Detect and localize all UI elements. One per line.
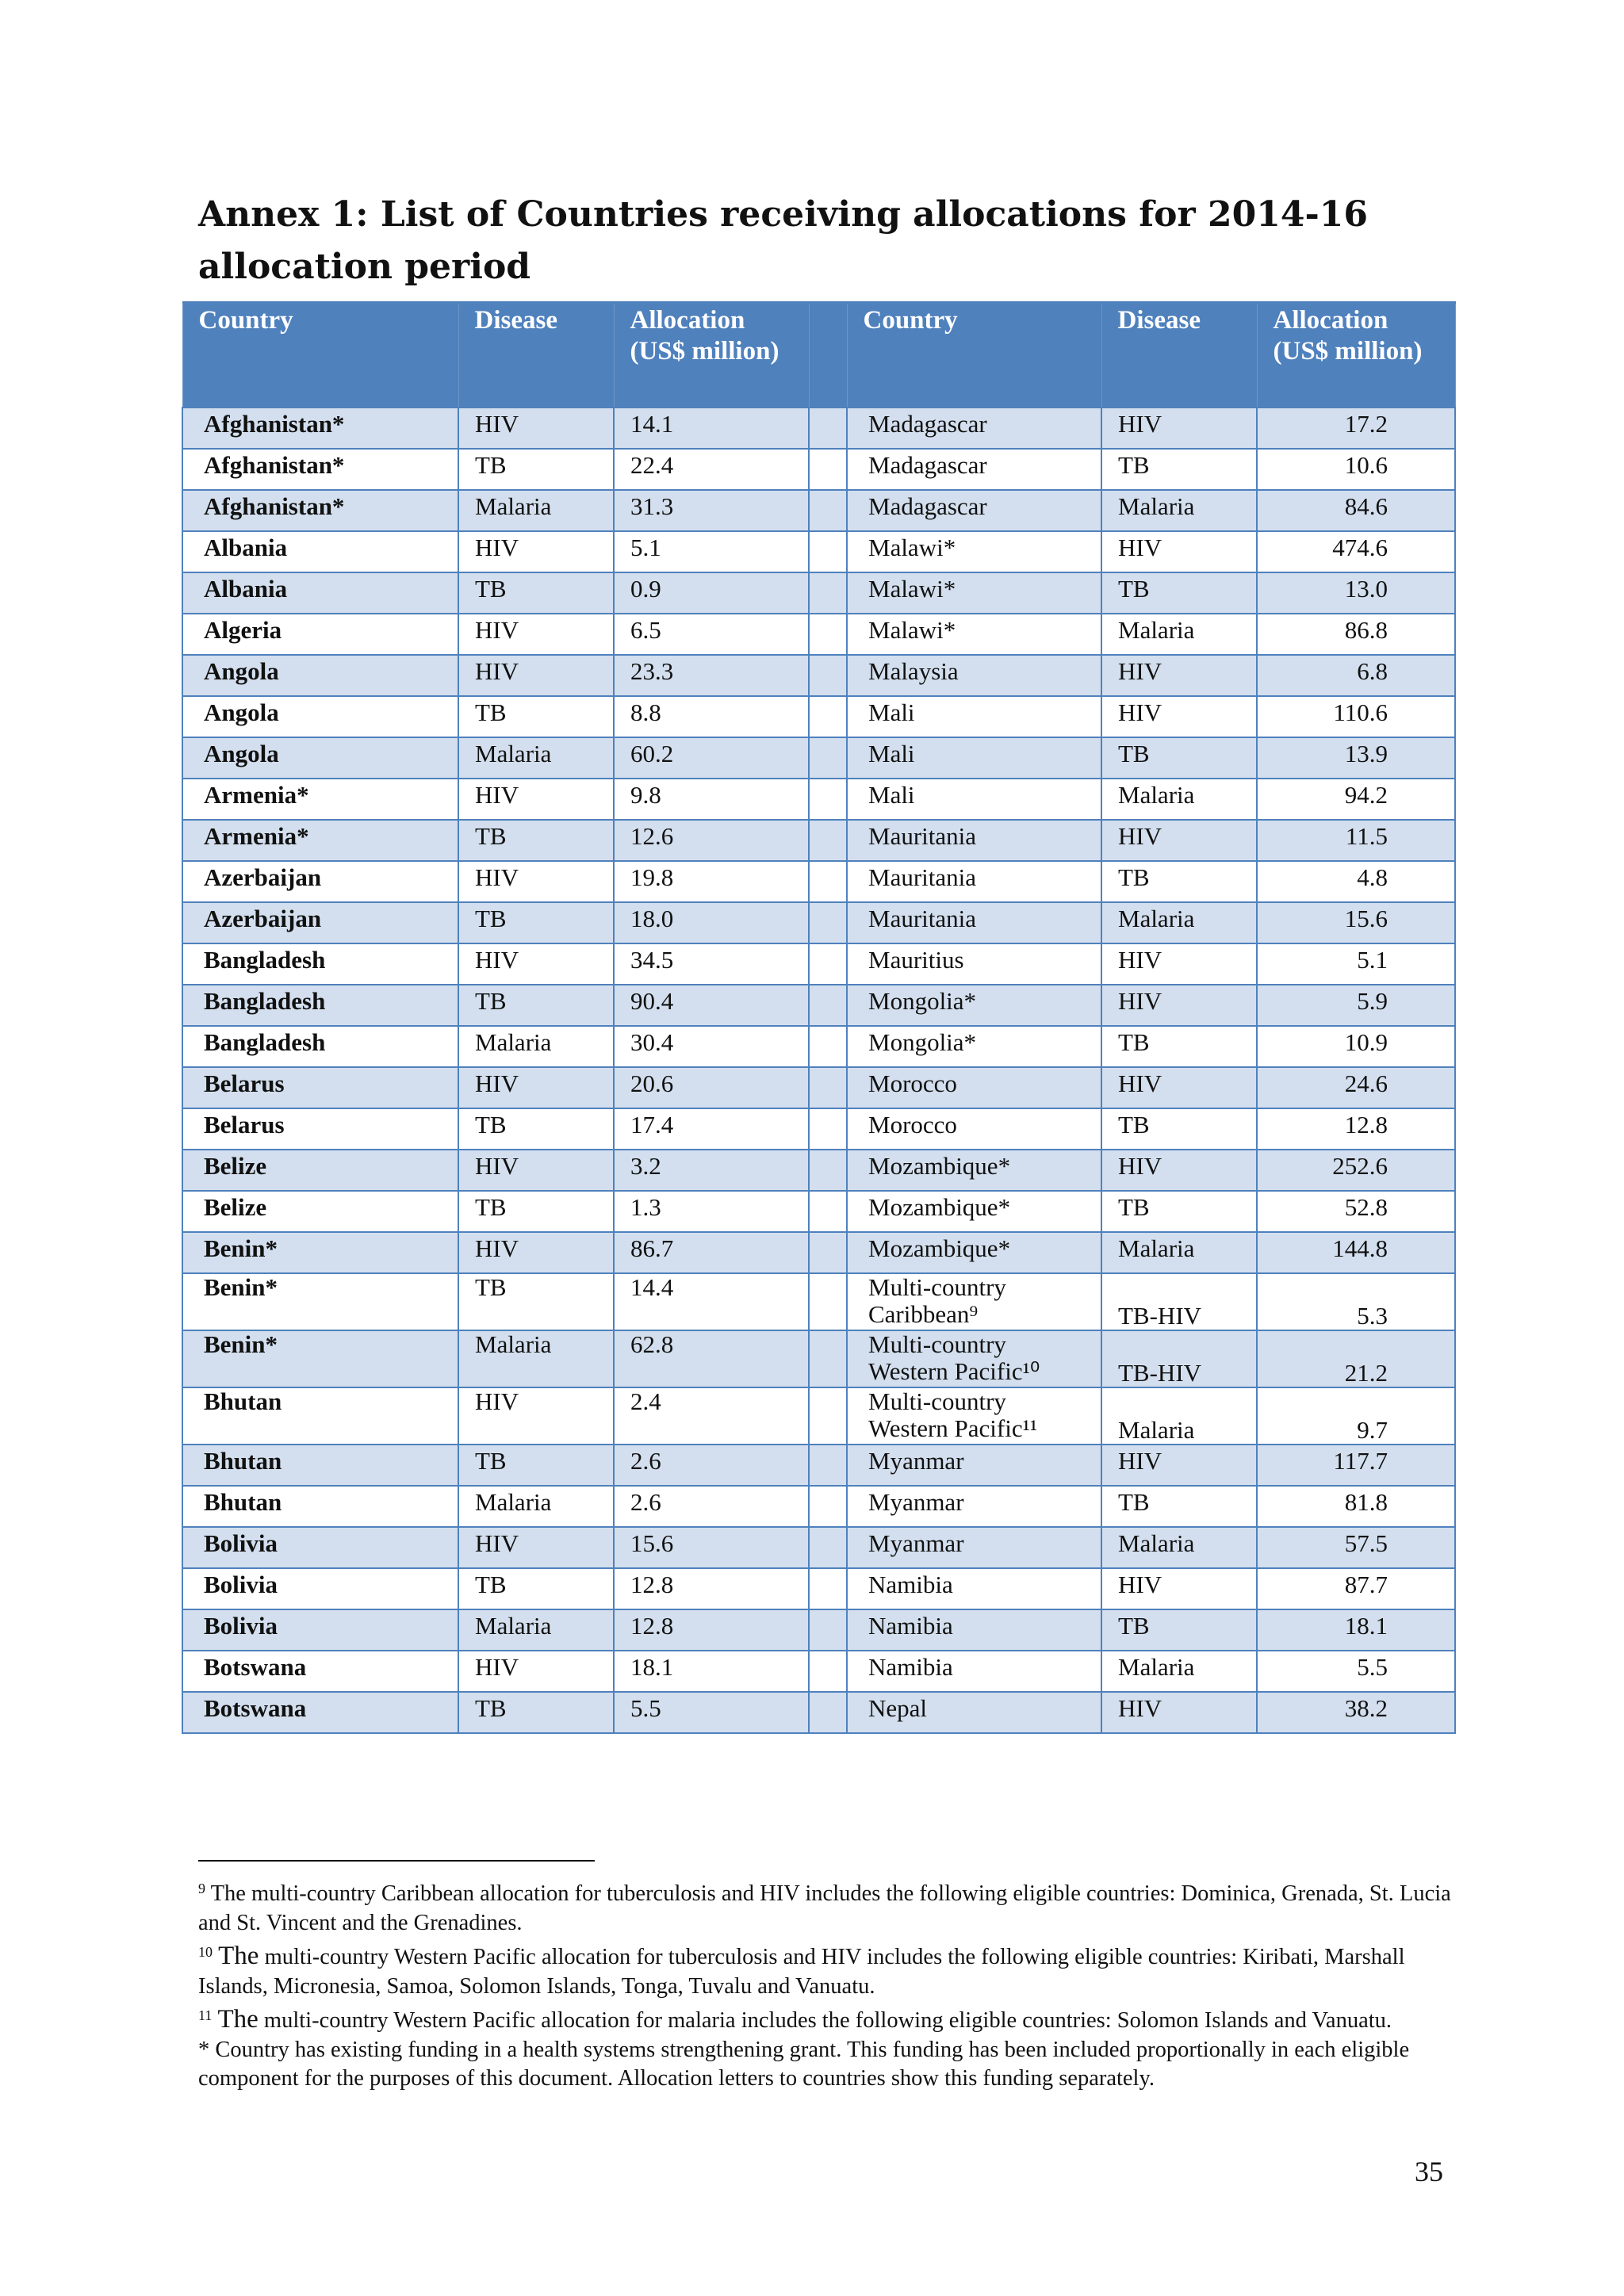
cell-allocation-left: 2.4 xyxy=(614,1387,809,1445)
cell-country-left: Bolivia xyxy=(182,1609,458,1651)
cell-allocation-left: 1.3 xyxy=(614,1191,809,1232)
cell-gap xyxy=(809,902,847,943)
cell-disease-left: TB xyxy=(458,449,614,490)
cell-gap xyxy=(809,655,847,696)
cell-allocation-left: 9.8 xyxy=(614,779,809,820)
cell-gap xyxy=(809,1273,847,1330)
cell-allocation-left: 18.1 xyxy=(614,1651,809,1692)
cell-country-left: Bhutan xyxy=(182,1486,458,1527)
cell-country-left: Botswana xyxy=(182,1692,458,1733)
cell-allocation-right: 11.5 xyxy=(1257,820,1455,861)
cell-gap xyxy=(809,1108,847,1150)
cell-gap xyxy=(809,1026,847,1067)
cell-country-left: Azerbaijan xyxy=(182,861,458,902)
cell-allocation-right: 21.2 xyxy=(1257,1330,1455,1387)
cell-disease-left: TB xyxy=(458,1273,614,1330)
footnote-10-marker: 10 xyxy=(198,1944,213,1960)
cell-allocation-left: 17.4 xyxy=(614,1108,809,1150)
cell-gap xyxy=(809,1527,847,1568)
cell-allocation-right: 5.3 xyxy=(1257,1273,1455,1330)
cell-country-right: Multi-country Western Pacific¹¹ xyxy=(847,1387,1101,1445)
cell-disease-left: TB xyxy=(458,1568,614,1609)
cell-disease-right: HIV xyxy=(1101,1692,1257,1733)
cell-country-left: Benin* xyxy=(182,1273,458,1330)
footnote-9 xyxy=(198,1874,1459,1938)
cell-country-left: Bhutan xyxy=(182,1387,458,1445)
cell-allocation-right: 9.7 xyxy=(1257,1387,1455,1445)
cell-disease-left: HIV xyxy=(458,861,614,902)
cell-allocation-right: 144.8 xyxy=(1257,1232,1455,1273)
cell-allocation-left: 3.2 xyxy=(614,1150,809,1191)
cell-allocation-left: 14.4 xyxy=(614,1273,809,1330)
cell-disease-right: TB xyxy=(1101,572,1257,614)
table-row xyxy=(182,1232,1455,1273)
footnote-11-lead: The xyxy=(217,2005,259,2034)
cell-disease-right: TB xyxy=(1101,1191,1257,1232)
table-row xyxy=(182,1026,1455,1067)
table-row xyxy=(182,696,1455,737)
cell-disease-right: HIV xyxy=(1101,655,1257,696)
footnote-11 xyxy=(198,2001,1459,2036)
footnote-9-text: The multi-country Caribbean allocation for tuberculosis and HIV includes the following eligible countries: Dominica, Grenada, St. Lucia and St. Vincent and the Grenadines. xyxy=(198,1881,1451,1935)
cell-disease-left: TB xyxy=(458,1692,614,1733)
footnote-11-marker: 11 xyxy=(198,2007,213,2023)
cell-disease-left: HIV xyxy=(458,1527,614,1568)
cell-disease-left: HIV xyxy=(458,1232,614,1273)
cell-disease-left: HIV xyxy=(458,943,614,985)
header-allocation-right: Allocation (US$ million) xyxy=(1257,303,1455,408)
cell-country-left: Angola xyxy=(182,655,458,696)
cell-disease-right: TB xyxy=(1101,1026,1257,1067)
cell-allocation-left: 5.1 xyxy=(614,531,809,572)
cell-disease-left: Malaria xyxy=(458,1609,614,1651)
cell-allocation-left: 14.1 xyxy=(614,408,809,449)
cell-country-right: Malaysia xyxy=(847,655,1101,696)
table-row xyxy=(182,1191,1455,1232)
cell-disease-left: Malaria xyxy=(458,737,614,779)
cell-gap xyxy=(809,490,847,531)
footnotes xyxy=(198,1874,1459,2094)
cell-allocation-right: 13.9 xyxy=(1257,737,1455,779)
table-row xyxy=(182,985,1455,1026)
cell-allocation-left: 5.5 xyxy=(614,1692,809,1733)
cell-disease-left: HIV xyxy=(458,1150,614,1191)
cell-gap xyxy=(809,572,847,614)
cell-disease-right: Malaria xyxy=(1101,1527,1257,1568)
cell-gap xyxy=(809,943,847,985)
page-number: 35 xyxy=(1415,2156,1443,2187)
cell-country-left: Bangladesh xyxy=(182,985,458,1026)
cell-gap xyxy=(809,1067,847,1108)
cell-country-left: Afghanistan* xyxy=(182,449,458,490)
cell-allocation-left: 30.4 xyxy=(614,1026,809,1067)
table-row xyxy=(182,1273,1455,1330)
cell-disease-left: HIV xyxy=(458,1067,614,1108)
cell-country-left: Albania xyxy=(182,531,458,572)
header-allocation-left: Allocation (US$ million) xyxy=(614,303,809,408)
table-header xyxy=(182,303,1455,408)
cell-country-left: Belarus xyxy=(182,1067,458,1108)
cell-country-right: Myanmar xyxy=(847,1486,1101,1527)
cell-country-left: Bhutan xyxy=(182,1445,458,1486)
cell-allocation-right: 10.6 xyxy=(1257,449,1455,490)
cell-allocation-left: 60.2 xyxy=(614,737,809,779)
footnote-10-lead: The xyxy=(218,1942,259,1970)
allocations-table xyxy=(182,301,1456,1734)
table-row xyxy=(182,1445,1455,1486)
cell-country-right: Nepal xyxy=(847,1692,1101,1733)
cell-gap xyxy=(809,1445,847,1486)
cell-disease-right: Malaria xyxy=(1101,1232,1257,1273)
cell-country-left: Algeria xyxy=(182,614,458,655)
cell-gap xyxy=(809,1330,847,1387)
cell-allocation-right: 12.8 xyxy=(1257,1108,1455,1150)
cell-gap xyxy=(809,531,847,572)
table-row xyxy=(182,943,1455,985)
cell-allocation-right: 474.6 xyxy=(1257,531,1455,572)
cell-disease-right: HIV xyxy=(1101,985,1257,1026)
cell-disease-right: TB xyxy=(1101,1486,1257,1527)
cell-country-left: Armenia* xyxy=(182,820,458,861)
cell-disease-right: HIV xyxy=(1101,943,1257,985)
cell-country-left: Belarus xyxy=(182,1108,458,1150)
cell-disease-left: Malaria xyxy=(458,1026,614,1067)
cell-disease-right: TB xyxy=(1101,449,1257,490)
cell-disease-right: Malaria xyxy=(1101,614,1257,655)
cell-country-right: Namibia xyxy=(847,1609,1101,1651)
cell-disease-left: HIV xyxy=(458,655,614,696)
cell-country-right: Mozambique* xyxy=(847,1232,1101,1273)
cell-disease-left: TB xyxy=(458,1108,614,1150)
table-row xyxy=(182,902,1455,943)
cell-country-right: Malawi* xyxy=(847,614,1101,655)
cell-country-right: Morocco xyxy=(847,1067,1101,1108)
cell-disease-left: HIV xyxy=(458,1387,614,1445)
footnote-11-text: multi-country Western Pacific allocation for malaria includes the following eligible countries: Solomon Islands and Vanuatu. xyxy=(258,2008,1392,2033)
cell-gap xyxy=(809,408,847,449)
cell-country-right: Mongolia* xyxy=(847,1026,1101,1067)
header-country-left: Country xyxy=(182,303,458,408)
cell-disease-right: HIV xyxy=(1101,1150,1257,1191)
cell-gap xyxy=(809,1609,847,1651)
cell-disease-right: HIV xyxy=(1101,1067,1257,1108)
cell-allocation-right: 24.6 xyxy=(1257,1067,1455,1108)
cell-disease-right: Malaria xyxy=(1101,779,1257,820)
cell-disease-left: Malaria xyxy=(458,1486,614,1527)
cell-disease-right: Malaria xyxy=(1101,1387,1257,1445)
cell-allocation-left: 19.8 xyxy=(614,861,809,902)
cell-country-right: Namibia xyxy=(847,1651,1101,1692)
cell-disease-right: Malaria xyxy=(1101,1651,1257,1692)
cell-disease-left: Malaria xyxy=(458,490,614,531)
cell-allocation-left: 90.4 xyxy=(614,985,809,1026)
table-row xyxy=(182,861,1455,902)
cell-disease-right: TB-HIV xyxy=(1101,1330,1257,1387)
footnote-9-marker: 9 xyxy=(198,1881,205,1896)
cell-disease-right: HIV xyxy=(1101,408,1257,449)
table-row xyxy=(182,408,1455,449)
cell-country-right: Madagascar xyxy=(847,449,1101,490)
cell-country-right: Morocco xyxy=(847,1108,1101,1150)
cell-country-right: Mauritania xyxy=(847,820,1101,861)
cell-country-right: Myanmar xyxy=(847,1527,1101,1568)
cell-disease-right: TB xyxy=(1101,861,1257,902)
annex-title: Annex 1: List of Countries receiving allocations for 2014-16 allocation period xyxy=(198,194,1368,287)
cell-allocation-left: 0.9 xyxy=(614,572,809,614)
cell-disease-left: TB xyxy=(458,572,614,614)
header-row xyxy=(182,303,1455,408)
cell-country-right: Malawi* xyxy=(847,531,1101,572)
cell-country-left: Bolivia xyxy=(182,1527,458,1568)
cell-allocation-left: 62.8 xyxy=(614,1330,809,1387)
cell-disease-left: TB xyxy=(458,1191,614,1232)
cell-allocation-right: 57.5 xyxy=(1257,1527,1455,1568)
cell-allocation-right: 17.2 xyxy=(1257,408,1455,449)
table-row xyxy=(182,820,1455,861)
cell-allocation-right: 87.7 xyxy=(1257,1568,1455,1609)
cell-allocation-left: 2.6 xyxy=(614,1486,809,1527)
cell-gap xyxy=(809,861,847,902)
cell-country-left: Azerbaijan xyxy=(182,902,458,943)
cell-country-left: Bolivia xyxy=(182,1568,458,1609)
cell-disease-right: HIV xyxy=(1101,820,1257,861)
cell-disease-left: HIV xyxy=(458,779,614,820)
cell-country-left: Armenia* xyxy=(182,779,458,820)
cell-disease-right: Malaria xyxy=(1101,490,1257,531)
cell-disease-right: TB xyxy=(1101,737,1257,779)
cell-country-left: Angola xyxy=(182,737,458,779)
cell-gap xyxy=(809,737,847,779)
cell-country-right: Myanmar xyxy=(847,1445,1101,1486)
cell-allocation-left: 12.6 xyxy=(614,820,809,861)
cell-disease-right: HIV xyxy=(1101,1568,1257,1609)
footnote-10-text: multi-country Western Pacific allocation for tuberculosis and HIV includes the following eligible countries: Kiribati, Marshall Islands, Micronesia, Samoa, Solomon Islands, Tonga, Tuvalu and Vanuatu. xyxy=(198,1945,1405,1999)
table-row xyxy=(182,737,1455,779)
footnote-star xyxy=(198,2036,1459,2094)
cell-disease-left: TB xyxy=(458,696,614,737)
cell-disease-left: HIV xyxy=(458,531,614,572)
cell-disease-right: HIV xyxy=(1101,531,1257,572)
cell-country-right: Mauritius xyxy=(847,943,1101,985)
cell-allocation-left: 86.7 xyxy=(614,1232,809,1273)
table-row xyxy=(182,1387,1455,1445)
table-row xyxy=(182,572,1455,614)
table-row xyxy=(182,1692,1455,1733)
cell-gap xyxy=(809,449,847,490)
cell-disease-left: TB xyxy=(458,985,614,1026)
cell-allocation-right: 52.8 xyxy=(1257,1191,1455,1232)
cell-disease-right: TB xyxy=(1101,1609,1257,1651)
footnote-10 xyxy=(198,1938,1459,2001)
cell-allocation-right: 5.1 xyxy=(1257,943,1455,985)
cell-allocation-right: 13.0 xyxy=(1257,572,1455,614)
cell-country-right: Mauritania xyxy=(847,902,1101,943)
cell-gap xyxy=(809,614,847,655)
cell-disease-right: TB-HIV xyxy=(1101,1273,1257,1330)
cell-allocation-right: 94.2 xyxy=(1257,779,1455,820)
table-row xyxy=(182,1486,1455,1527)
cell-allocation-right: 10.9 xyxy=(1257,1026,1455,1067)
cell-allocation-left: 23.3 xyxy=(614,655,809,696)
cell-country-left: Botswana xyxy=(182,1651,458,1692)
cell-allocation-right: 15.6 xyxy=(1257,902,1455,943)
cell-allocation-right: 117.7 xyxy=(1257,1445,1455,1486)
cell-allocation-right: 81.8 xyxy=(1257,1486,1455,1527)
cell-country-left: Belize xyxy=(182,1150,458,1191)
cell-country-right: Mali xyxy=(847,779,1101,820)
table-row xyxy=(182,1067,1455,1108)
cell-gap xyxy=(809,1191,847,1232)
cell-country-left: Bangladesh xyxy=(182,1026,458,1067)
cell-disease-left: TB xyxy=(458,1445,614,1486)
header-country-right: Country xyxy=(847,303,1101,408)
cell-allocation-left: 2.6 xyxy=(614,1445,809,1486)
cell-gap xyxy=(809,696,847,737)
cell-country-left: Benin* xyxy=(182,1232,458,1273)
cell-country-right: Namibia xyxy=(847,1568,1101,1609)
cell-gap xyxy=(809,1232,847,1273)
cell-disease-right: TB xyxy=(1101,1108,1257,1150)
header-disease-right: Disease xyxy=(1101,303,1257,408)
table-row xyxy=(182,490,1455,531)
table-row xyxy=(182,1527,1455,1568)
table-row xyxy=(182,1568,1455,1609)
cell-allocation-left: 22.4 xyxy=(614,449,809,490)
table-row xyxy=(182,1108,1455,1150)
cell-gap xyxy=(809,820,847,861)
cell-disease-left: TB xyxy=(458,820,614,861)
cell-country-right: Madagascar xyxy=(847,408,1101,449)
cell-allocation-right: 86.8 xyxy=(1257,614,1455,655)
table-row xyxy=(182,655,1455,696)
cell-gap xyxy=(809,1387,847,1445)
cell-allocation-right: 84.6 xyxy=(1257,490,1455,531)
cell-country-left: Belize xyxy=(182,1191,458,1232)
cell-allocation-right: 38.2 xyxy=(1257,1692,1455,1733)
cell-allocation-right: 252.6 xyxy=(1257,1150,1455,1191)
cell-allocation-left: 12.8 xyxy=(614,1609,809,1651)
header-disease-left: Disease xyxy=(458,303,614,408)
cell-disease-left: TB xyxy=(458,902,614,943)
cell-allocation-left: 6.5 xyxy=(614,614,809,655)
cell-country-left: Albania xyxy=(182,572,458,614)
cell-allocation-left: 31.3 xyxy=(614,490,809,531)
cell-allocation-right: 4.8 xyxy=(1257,861,1455,902)
cell-allocation-left: 15.6 xyxy=(614,1527,809,1568)
cell-country-right: Mali xyxy=(847,696,1101,737)
table-row xyxy=(182,1651,1455,1692)
footnote-star-text: * Country has existing funding in a health systems strengthening grant. This funding has been included proportionally in each eligible component for the purposes of this document. Allocation letters to countries show this funding separately. xyxy=(198,2037,1410,2091)
table-row xyxy=(182,1330,1455,1387)
cell-disease-left: HIV xyxy=(458,1651,614,1692)
cell-gap xyxy=(809,985,847,1026)
cell-country-right: Mozambique* xyxy=(847,1191,1101,1232)
cell-country-left: Angola xyxy=(182,696,458,737)
cell-allocation-right: 18.1 xyxy=(1257,1609,1455,1651)
cell-country-right: Mali xyxy=(847,737,1101,779)
cell-allocation-right: 110.6 xyxy=(1257,696,1455,737)
cell-country-right: Mauritania xyxy=(847,861,1101,902)
cell-country-left: Benin* xyxy=(182,1330,458,1387)
cell-country-right: Mongolia* xyxy=(847,985,1101,1026)
cell-disease-left: HIV xyxy=(458,408,614,449)
cell-country-left: Bangladesh xyxy=(182,943,458,985)
cell-gap xyxy=(809,1486,847,1527)
cell-allocation-right: 5.9 xyxy=(1257,985,1455,1026)
cell-gap xyxy=(809,779,847,820)
cell-gap xyxy=(809,1692,847,1733)
cell-country-left: Afghanistan* xyxy=(182,490,458,531)
cell-allocation-right: 6.8 xyxy=(1257,655,1455,696)
cell-country-right: Multi-country Western Pacific¹⁰ xyxy=(847,1330,1101,1387)
table-row xyxy=(182,449,1455,490)
table-row xyxy=(182,531,1455,572)
cell-disease-right: Malaria xyxy=(1101,902,1257,943)
cell-allocation-right: 5.5 xyxy=(1257,1651,1455,1692)
table-row xyxy=(182,779,1455,820)
table-body xyxy=(182,408,1455,1733)
table-row xyxy=(182,1609,1455,1651)
header-gap xyxy=(809,303,847,408)
cell-gap xyxy=(809,1651,847,1692)
cell-country-right: Madagascar xyxy=(847,490,1101,531)
cell-country-right: Mozambique* xyxy=(847,1150,1101,1191)
table-row xyxy=(182,614,1455,655)
cell-gap xyxy=(809,1150,847,1191)
cell-allocation-left: 34.5 xyxy=(614,943,809,985)
cell-disease-right: HIV xyxy=(1101,696,1257,737)
footnote-divider xyxy=(198,1860,595,1862)
cell-disease-left: Malaria xyxy=(458,1330,614,1387)
cell-allocation-left: 20.6 xyxy=(614,1067,809,1108)
cell-country-right: Malawi* xyxy=(847,572,1101,614)
cell-disease-left: HIV xyxy=(458,614,614,655)
cell-allocation-left: 18.0 xyxy=(614,902,809,943)
cell-disease-right: HIV xyxy=(1101,1445,1257,1486)
cell-gap xyxy=(809,1568,847,1609)
cell-allocation-left: 8.8 xyxy=(614,696,809,737)
cell-country-right: Multi-country Caribbean⁹ xyxy=(847,1273,1101,1330)
cell-allocation-left: 12.8 xyxy=(614,1568,809,1609)
table-row xyxy=(182,1150,1455,1191)
cell-country-left: Afghanistan* xyxy=(182,408,458,449)
